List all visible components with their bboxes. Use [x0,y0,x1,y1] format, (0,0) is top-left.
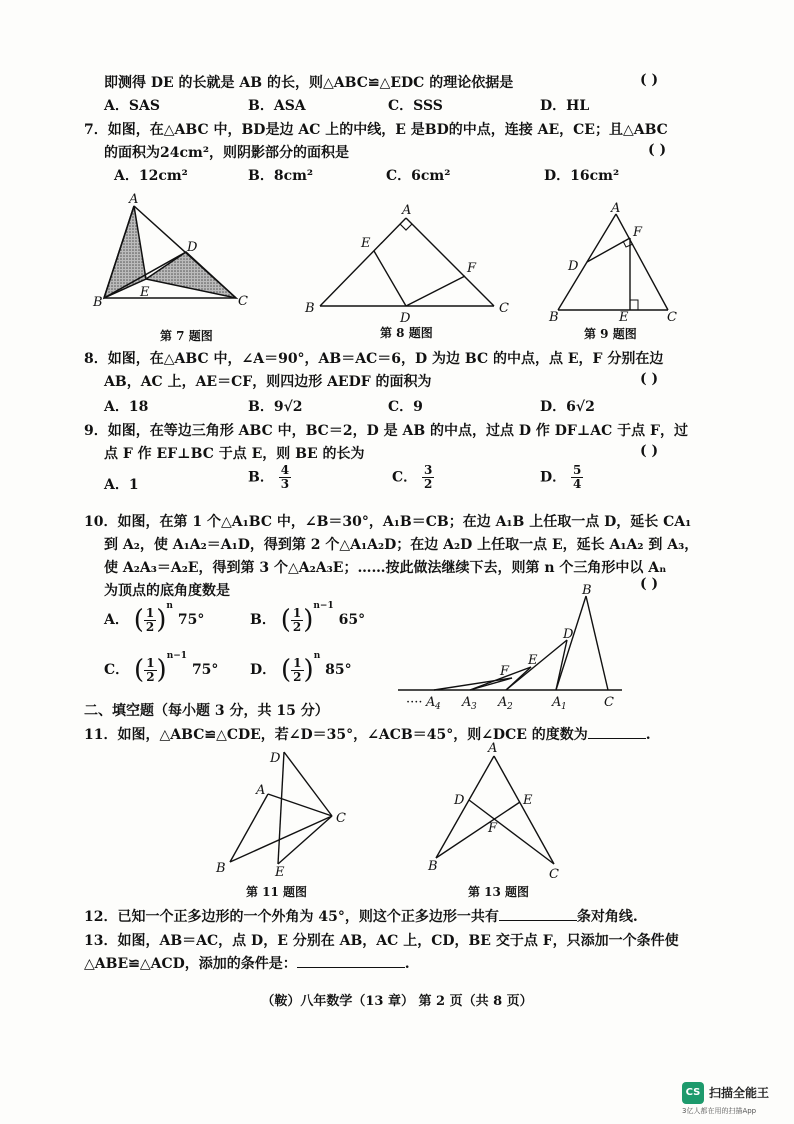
q10-a-value: 75° [177,612,205,628]
q13-line2: △ABE≌△ACD，添加的条件是： . [84,953,410,973]
q9-c-num: 3 [424,463,433,477]
svg-text:F: F [500,664,510,679]
svg-text:F: F [467,261,477,276]
svg-text:D: D [187,240,198,255]
q10-line3: 使 A₂A₃＝A₂E，得到第 3 个△A₂A₃E；……按此做法继续下去，则第 n 个三角形中以 Aₙ [104,560,667,576]
figure-7-caption: 第 7 题图 [160,329,213,343]
q10-b-num: 1 [292,605,302,620]
svg-text:C: C [549,867,559,882]
q12-text [84,906,638,926]
q6-answer-paren: ( ) [640,72,659,88]
q6-option-d: D．HL [540,98,590,114]
q12-question: 12．已知一个正多边形的一个外角为 45°，则这个正多边形一共有 [84,909,499,925]
q10-d-num: 1 [293,655,302,670]
svg-text:1: 1 [561,702,567,712]
q9-c-den: 2 [424,477,433,491]
q10-d-value: 85° [325,662,352,678]
q12-suffix: 条对角线. [576,909,638,925]
q6-tail-text: 即测得 DE 的长就是 AB 的长，则△ABC≌△EDC 的理论依据是 [104,75,514,91]
q10-c-den: 2 [146,669,155,684]
svg-text:E: E [275,865,285,880]
svg-text:E: E [361,236,371,251]
q10-a-den: 2 [145,619,155,634]
q9-answer-paren: ( ) [640,443,659,459]
q7-option-c: C．6cm² [386,168,451,184]
q8-line2: AB，AC 上，AE＝CF，则四边形 AEDF 的面积为 [104,374,432,390]
q6-option-a: A．SAS [104,98,160,114]
svg-text:A: A [129,192,139,207]
svg-text:2: 2 [507,702,513,712]
svg-text:····: ···· [406,695,423,710]
svg-text:3: 3 [471,702,477,712]
svg-text:B: B [305,301,315,316]
svg-text:E: E [619,310,629,325]
q10-a-exp: n [166,601,173,612]
q9-line1: 9．如图，在等边三角形 ABC 中，BC＝2，D 是 AB 的中点，过点 D 作 DF⊥AC 于点 F，过 [84,423,688,439]
q8-answer-paren: ( ) [640,371,659,387]
svg-text:D: D [454,793,465,808]
figure-11-caption: 第 11 题图 [246,885,308,899]
svg-text:B: B [216,861,226,876]
svg-text:A: A [488,741,498,756]
q10-c-value: 75° [191,662,219,678]
watermark-title: 扫描全能王 [709,1086,770,1100]
q10-d-den: 2 [293,669,302,684]
q10-d-exp: n [313,651,321,662]
svg-text:C: C [336,811,346,826]
q10-option-b-label: B． [250,612,276,628]
q12-answer-blank[interactable] [499,906,577,921]
q6-option-c: C．SSS [388,98,443,114]
q8-option-d: D．6√2 [540,399,595,415]
q9-line2: 点 F 作 EF⊥BC 于点 E，则 BE 的长为 [104,446,365,462]
q9-option-d-label: D． [540,469,567,486]
figure-9-caption: 第 9 题图 [584,327,637,341]
camscanner-watermark [682,1082,794,1118]
svg-text:E: E [528,653,538,668]
q9-d-num: 5 [573,463,582,477]
watermark-subtitle: 3亿人都在用的扫描App [682,1107,757,1115]
q10-option-a-label: A． [104,612,129,628]
q8-option-b: B．9√2 [248,399,303,415]
q11-text: 11．如图，△ABC≌△CDE，若∠D＝35°，∠ACB＝45°，则∠DCE 的度数为 . [84,724,651,744]
svg-text:A: A [611,201,621,216]
q10-line2: 到 A₂，使 A₁A₂＝A₁D，得到第 2 个△A₁A₂D；在边 A₂D 上任取一点 E，延长 A₁A₂ 到 A₃， [104,537,699,553]
q13-answer-blank[interactable] [297,953,405,968]
q10-a-num: 1 [145,605,155,620]
svg-text:C: C [604,695,614,710]
q9-d-den: 4 [573,477,582,491]
q10-c-num: 1 [146,655,155,670]
figure-13-caption: 第 13 题图 [468,885,530,899]
q10-line1: 10．如图，在第 1 个△A₁BC 中，∠B＝30°，A₁B＝CB；在边 A₁B 上任取一点 D，延长 CA₁ [84,514,692,530]
svg-text:B: B [93,295,103,310]
page-footer: （鞍）八年数学（13 章） 第 2 页（共 8 页） [261,994,533,1009]
svg-text:C: C [238,294,248,309]
svg-text:B: B [582,583,592,598]
svg-text:A: A [552,695,562,710]
svg-text:F: F [488,821,498,836]
svg-text:A: A [498,695,508,710]
q10-c-exp: n−1 [166,651,188,662]
q8-option-a: A．18 [104,399,149,415]
q7-option-b: B．8cm² [248,168,314,184]
q10-option-a: A． ( $\frac{1}{2}$ )$^n$ 75° [104,601,205,635]
q10-option-d-label: D． [250,662,277,678]
q10-line4: 为顶点的底角度数是 [104,583,230,599]
q10-b-value: 65° [338,612,366,628]
q10-option-b: B． ( $\frac{1}{2}$ )$^{n-1}$ 65° [250,601,366,635]
q7-option-a: A．12cm² [114,168,188,184]
svg-text:A: A [462,695,472,710]
svg-text:D: D [563,627,574,642]
q7-answer-paren: ( ) [648,142,667,158]
section-2-heading: 二、填空题（每小题 3 分，共 15 分） [84,703,329,719]
q6-option-b: B．ASA [248,98,306,114]
q9-b-num: 4 [280,463,290,477]
q8-line1: 8．如图，在△ABC 中，∠A＝90°，AB＝AC＝6，D 为边 BC 的中点，点 E，F 分别在边 [84,351,664,367]
q10-b-exp: n−1 [313,601,334,612]
svg-text:C: C [667,310,677,325]
svg-text:D: D [400,311,411,326]
svg-text:D: D [568,259,579,274]
svg-text:A: A [402,203,412,218]
svg-text:A: A [256,783,266,798]
q8-option-c: C．9 [388,399,423,415]
svg-text:E: E [140,285,150,300]
q10-option-d: D． ( $\frac{1}{2}$ )$^n$ 85° [250,651,352,685]
q10-option-c: C． ( $\frac{1}{2}$ )$^{n-1}$ 75° [104,651,219,685]
svg-text:D: D [270,751,281,766]
q7-line2: 的面积为24cm²，则阴影部分的面积是 [104,145,349,161]
q7-line1: 7．如图，在△ABC 中，BD是边 AC 上的中线，E 是BD的中点，连接 AE，CE；且△ABC [84,122,668,138]
figure-8-caption: 第 8 题图 [380,326,433,340]
q10-b-den: 2 [292,619,302,634]
svg-text:B: B [428,859,438,874]
svg-text:B: B [549,310,559,325]
q13-line1: 13．如图，AB＝AC，点 D，E 分别在 AB，AC 上，CD，BE 交于点 F，只添加一个条件使 [84,933,679,949]
q7-option-d: D．16cm² [544,168,620,184]
q9-option-a: A．1 [104,477,139,493]
q9-option-c-label: C． [392,469,418,486]
q11-question: 11．如图，△ABC≌△CDE，若∠D＝35°，∠ACB＝45°，则∠DCE 的度数为 [84,727,588,743]
q10-option-c-label: C． [104,662,130,678]
q13-question: △ABE≌△ACD，添加的条件是： [84,956,297,972]
svg-text:A: A [426,695,436,710]
svg-text:C: C [499,301,509,316]
camscanner-logo-icon: CS [682,1082,704,1104]
q10-answer-paren: ( ) [640,576,659,592]
svg-text:4: 4 [435,702,441,712]
q9-option-b-label: B． [248,469,274,486]
q9-b-den: 3 [280,477,290,491]
svg-text:E: E [523,793,533,808]
svg-text:F: F [633,225,643,240]
